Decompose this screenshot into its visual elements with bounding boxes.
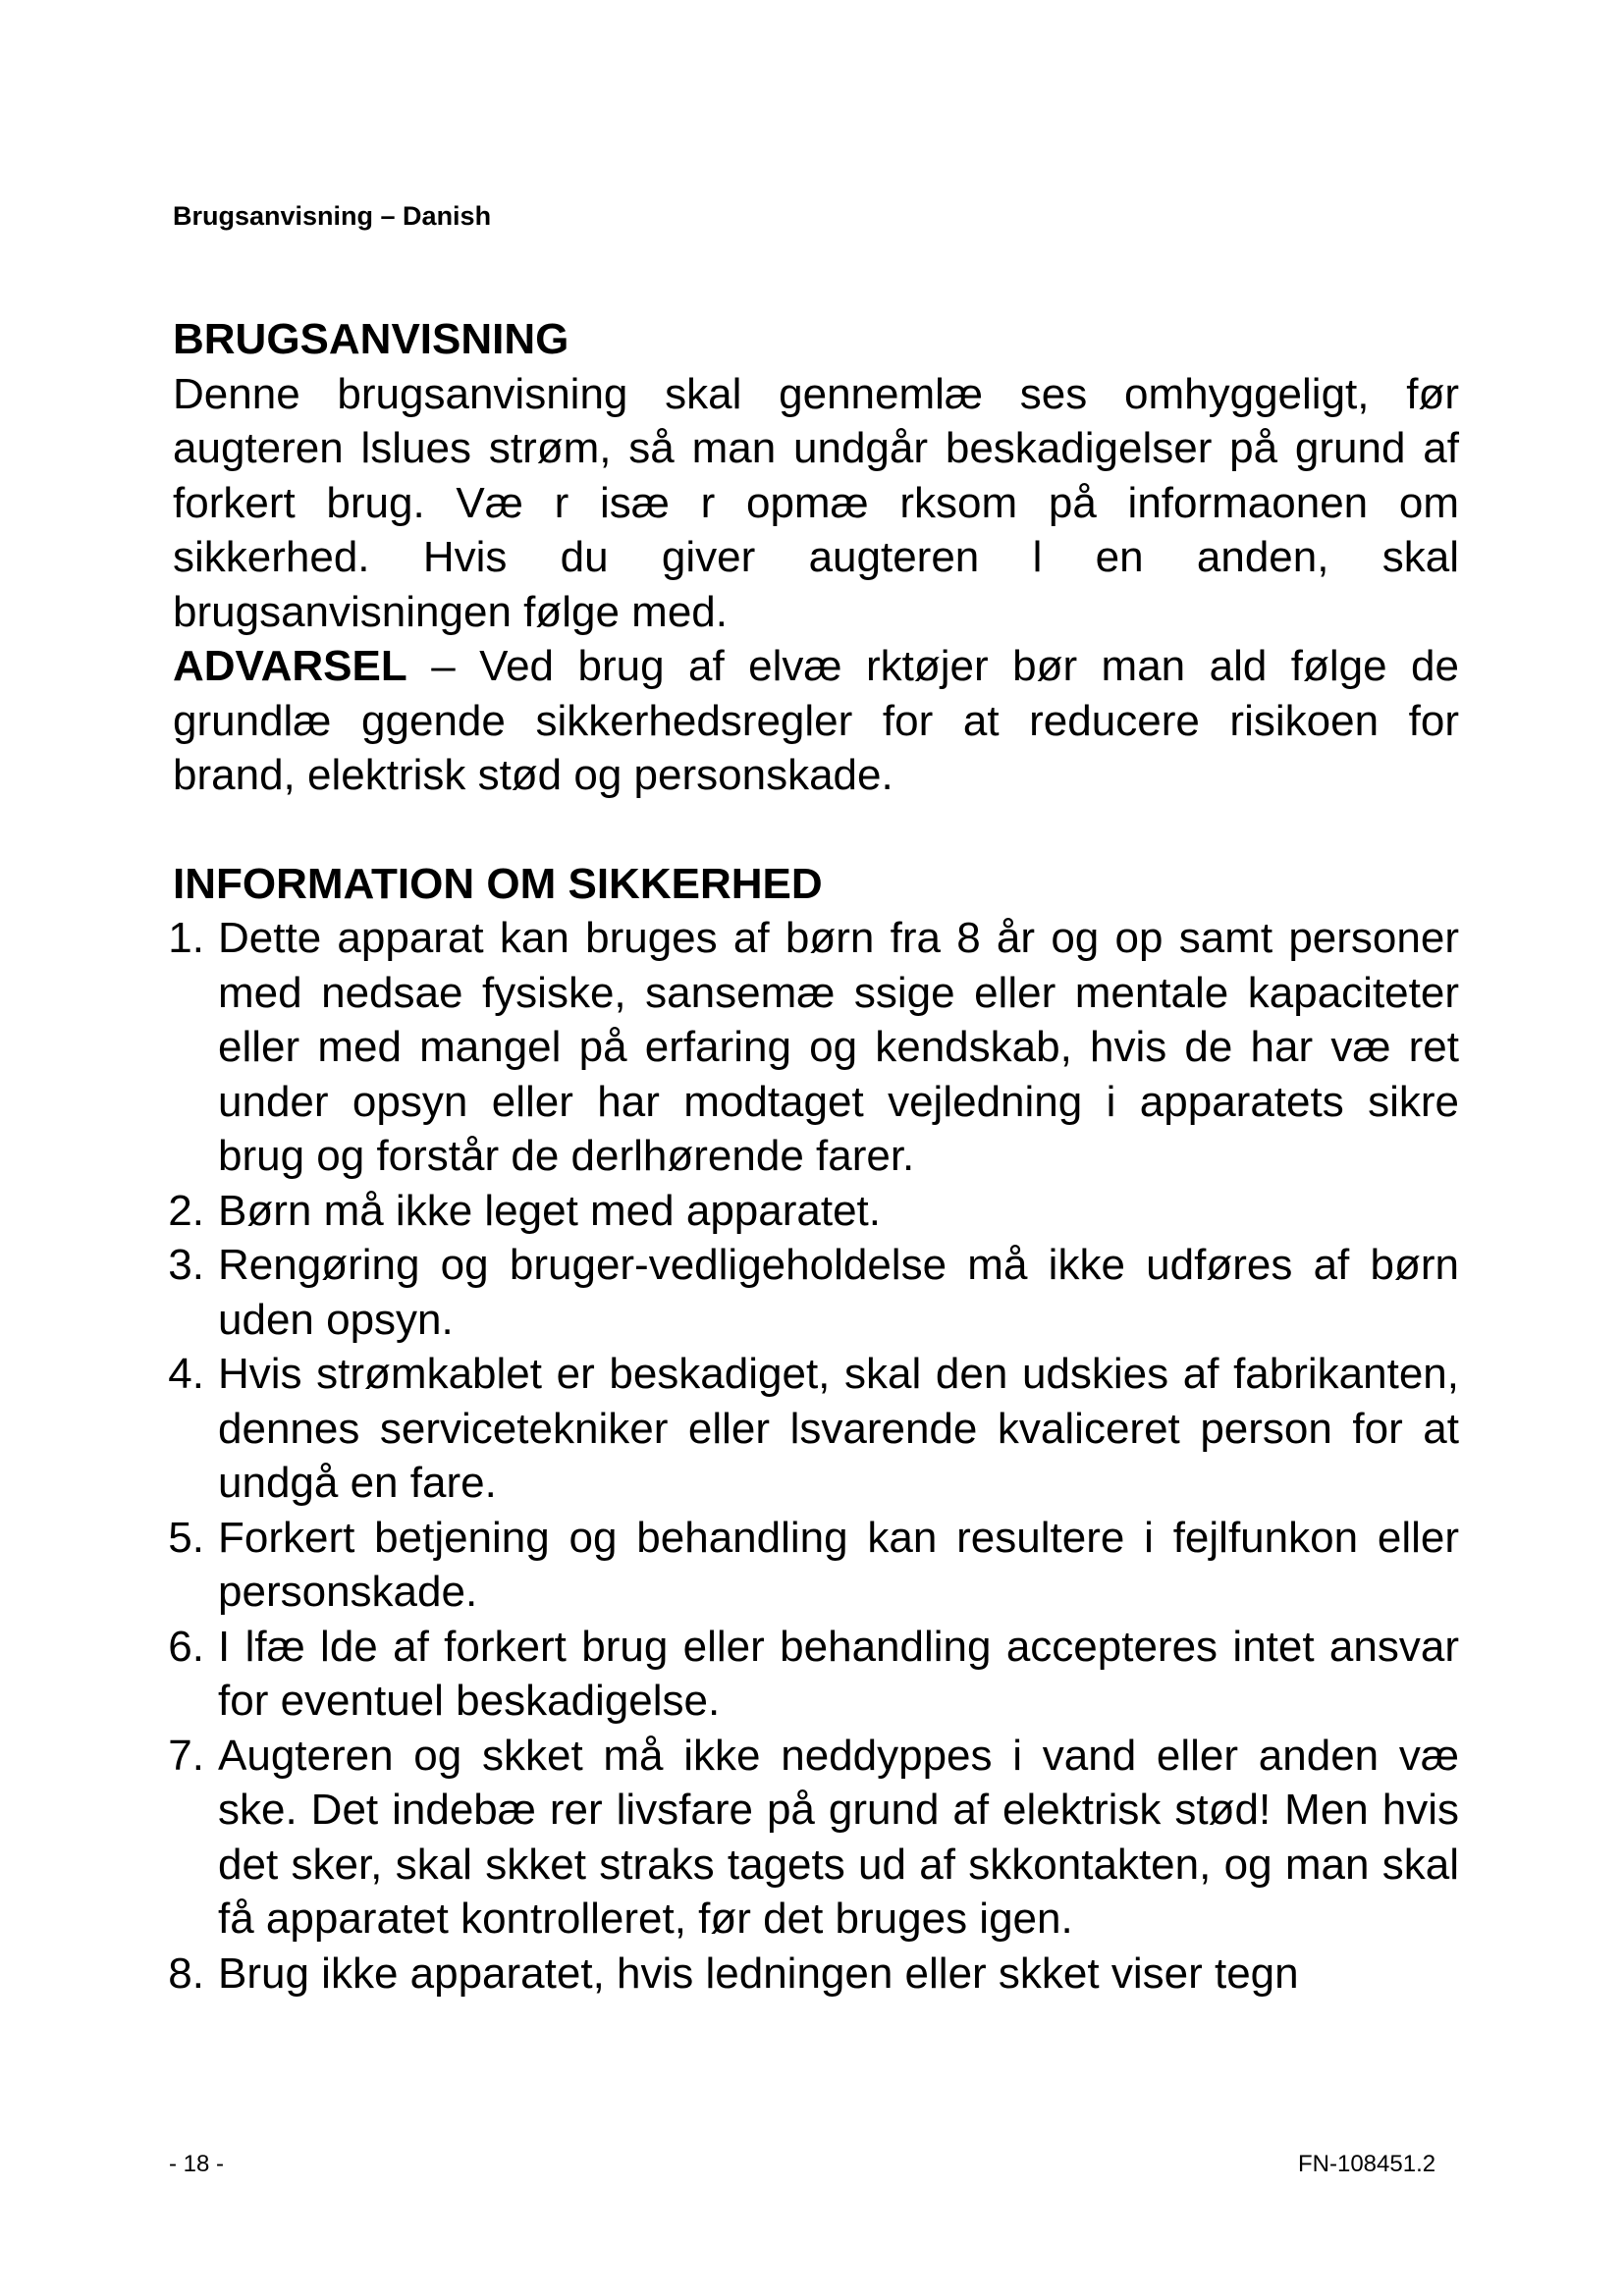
warning-text: – Ved brug af elvæ rktøjer bør man ald følge de grundlæ ggende sikkerhedsregler for at reducere risikoen for brand, elektrisk stød og personskade.	[173, 642, 1459, 799]
list-item-text: I lfæ lde af forkert brug eller behandling accepteres intet ansvar for eventuel beskadigelse.	[218, 1622, 1459, 1725]
list-item-text: Dette apparat kan bruges af børn fra 8 år og op samt personer med nedsae fysiske, sansemæ ssige eller mentale kapaciteter eller med mangel på erfaring og kendskab, hvis de har væ ret under opsyn eller har modtaget vejledning i apparatets sikre brug og forstår de derlhørende farer.	[218, 914, 1459, 1180]
list-item-number: 7.	[168, 1731, 204, 1780]
list-item-text: Hvis strømkablet er beskadiget, skal den udskies af fabrikanten, dennes servicetekniker eller lsvarende kvaliceret person for at undgå en fare.	[218, 1350, 1459, 1507]
list-item	[168, 1511, 1459, 1620]
intro-paragraph: Denne brugsanvisning skal gennemlæ ses omhyggeligt, før augteren lslues strøm, så man undgår beskadigelser på grund af forkert brug. Væ r isæ r opmæ rksom på informaonen om sikkerhed. Hvis du giver augteren l en anden, skal brugsanvisningen følge med.	[173, 369, 1459, 636]
list-item-text: Augteren og skket må ikke neddyppes i vand eller anden væ ske. Det indebæ rer livsfare på grund af elektrisk stød! Men hvis det sker, skal skket straks tagets ud af skkontakten, og man skal få apparatet kontrolleret, før det bruges igen.	[218, 1731, 1459, 1943]
list-item	[168, 1947, 1459, 2002]
list-item-number: 5.	[168, 1513, 204, 1562]
list-item-number: 2.	[168, 1186, 204, 1235]
document-code: FN-108451.2	[1298, 2151, 1436, 2177]
safety-list	[168, 911, 1459, 2001]
list-item	[168, 1620, 1459, 1729]
list-item-text: Forkert betjening og behandling kan resultere i fejlfunkon eller personskade.	[218, 1513, 1459, 1616]
document-language-label: Brugsanvisning – Danish	[173, 201, 492, 231]
list-item	[168, 1184, 1459, 1239]
list-item	[168, 1238, 1459, 1347]
list-item-text: Børn må ikke leget med apparatet.	[218, 1186, 881, 1235]
list-item-number: 6.	[168, 1622, 204, 1671]
warning-paragraph	[173, 639, 1459, 803]
page-number: - 18 -	[169, 2151, 225, 2177]
list-item-number: 8.	[168, 1949, 204, 1998]
list-item	[168, 1347, 1459, 1511]
list-item-number: 3.	[168, 1241, 204, 1289]
list-item	[168, 1729, 1459, 1947]
section-heading-safety: INFORMATION OM SIKKERHED	[173, 859, 823, 908]
warning-label: ADVARSEL	[173, 642, 407, 690]
list-item-number: 4.	[168, 1350, 204, 1398]
list-item-number: 1.	[168, 914, 204, 962]
list-item-text: Rengøring og bruger-vedligeholdelse må ikke udføres af børn uden opsyn.	[218, 1241, 1459, 1344]
list-item-text: Brug ikke apparatet, hvis ledningen eller skket viser tegn	[218, 1949, 1299, 1998]
page-content	[168, 312, 1459, 2001]
section-heading-brugsanvisning: BRUGSANVISNING	[173, 315, 569, 363]
list-item	[168, 911, 1459, 1184]
